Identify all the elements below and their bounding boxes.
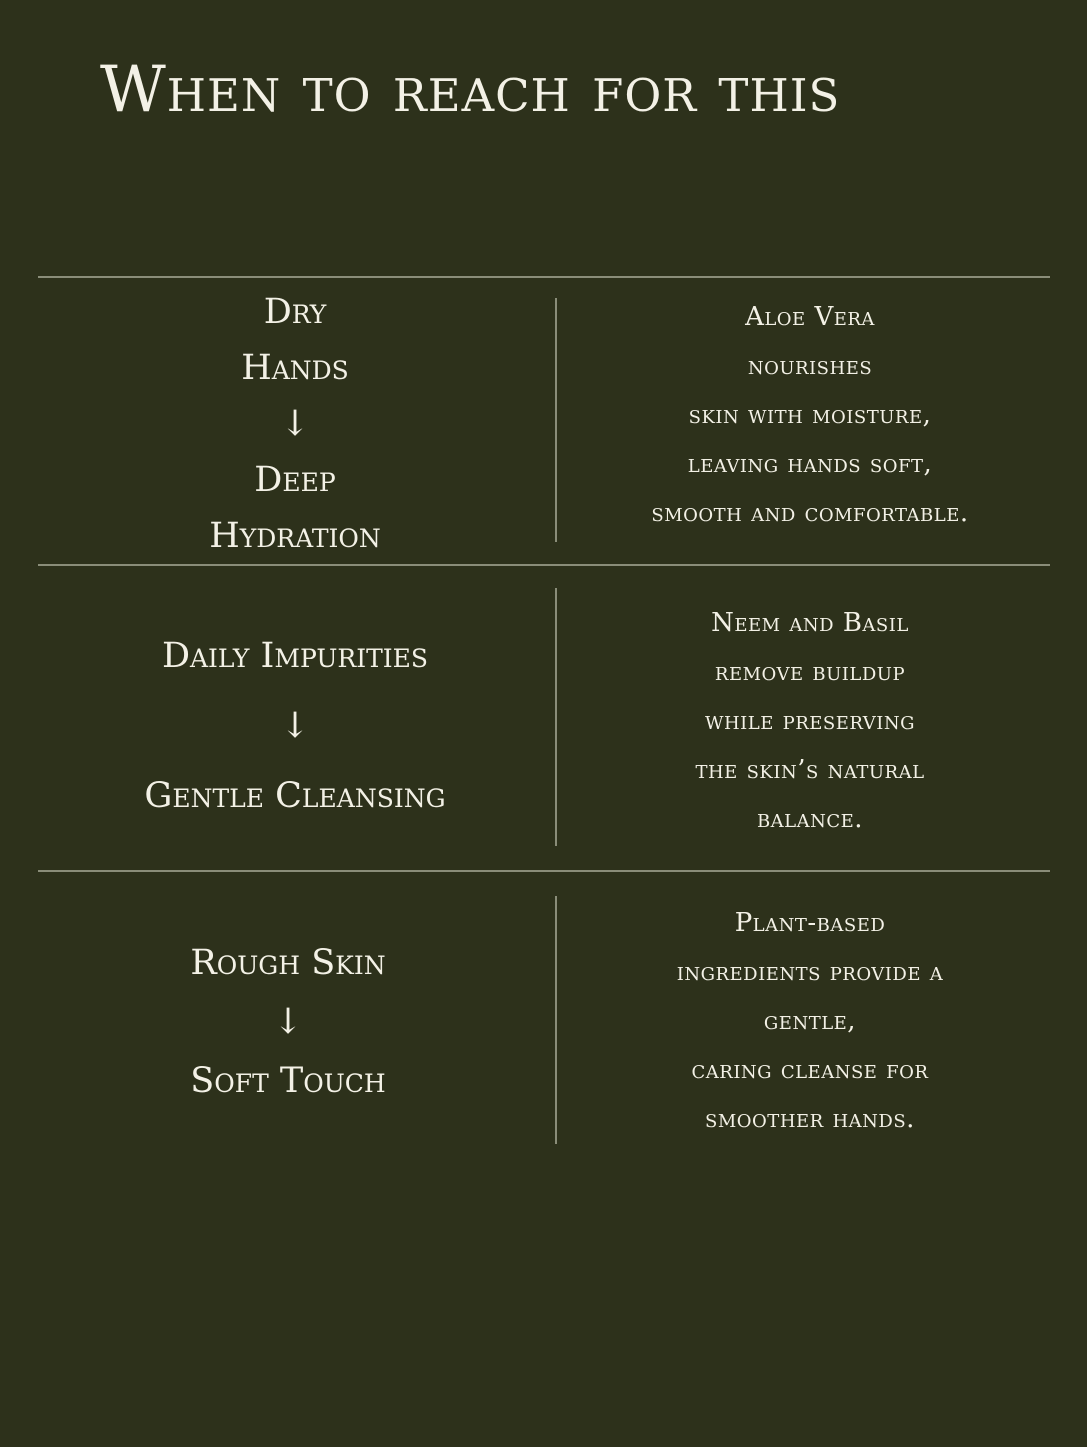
divider-row-2 — [38, 870, 1050, 872]
row-3-concern — [33, 935, 543, 1109]
down-arrow-icon: ↓ — [273, 1002, 303, 1042]
row-1-concern-line: Hands — [241, 348, 349, 388]
row-1-concern-line: Dry — [263, 292, 327, 332]
row-2-description-line: balance. — [756, 804, 864, 834]
row-2-concern-line: Daily Impurities — [161, 636, 429, 676]
row-2-concern — [40, 628, 550, 824]
row-2-description-line: the skin’s natural — [695, 755, 925, 785]
row-2-description-line: remove buildup — [714, 657, 906, 687]
row-3-description — [570, 899, 1050, 1144]
down-arrow-icon: ↓ — [280, 706, 310, 746]
page-title: When to reach for this — [100, 53, 841, 127]
row-2-description-line: while preserving — [704, 706, 916, 736]
row-1-concern — [40, 284, 550, 564]
down-arrow-icon: ↓ — [280, 404, 310, 444]
row-1-benefit-line: Hydration — [209, 516, 381, 556]
row-1-description-line: smooth and comfortable. — [651, 498, 969, 528]
row-1-description-line: nourishes — [747, 351, 873, 381]
row-3-benefit-line: Soft Touch — [190, 1061, 386, 1101]
row-1-description — [570, 293, 1050, 538]
column-divider-row-1 — [555, 298, 557, 542]
row-1-benefit-line: Deep — [254, 460, 336, 500]
column-divider-row-2 — [555, 588, 557, 846]
row-3-description-line: gentle, — [763, 1006, 857, 1036]
row-1-description-line: Aloe Vera — [745, 302, 875, 332]
row-2-description-line: Neem and Basil — [711, 608, 909, 638]
row-2-benefit-line: Gentle Cleansing — [144, 776, 446, 816]
row-3-description-line: caring cleanse for — [691, 1055, 929, 1085]
row-3-description-line: Plant-based — [734, 908, 886, 938]
row-3-concern-line: Rough Skin — [190, 943, 386, 983]
divider-row-1 — [38, 564, 1050, 566]
column-divider-row-3 — [555, 896, 557, 1144]
divider-top — [38, 276, 1050, 278]
row-1-description-line: leaving hands soft, — [687, 449, 933, 479]
row-3-description-line: smoother hands. — [705, 1104, 915, 1134]
row-2-description — [570, 599, 1050, 844]
row-1-description-line: skin with moisture, — [688, 400, 932, 430]
row-3-description-line: ingredients provide a — [676, 957, 944, 987]
